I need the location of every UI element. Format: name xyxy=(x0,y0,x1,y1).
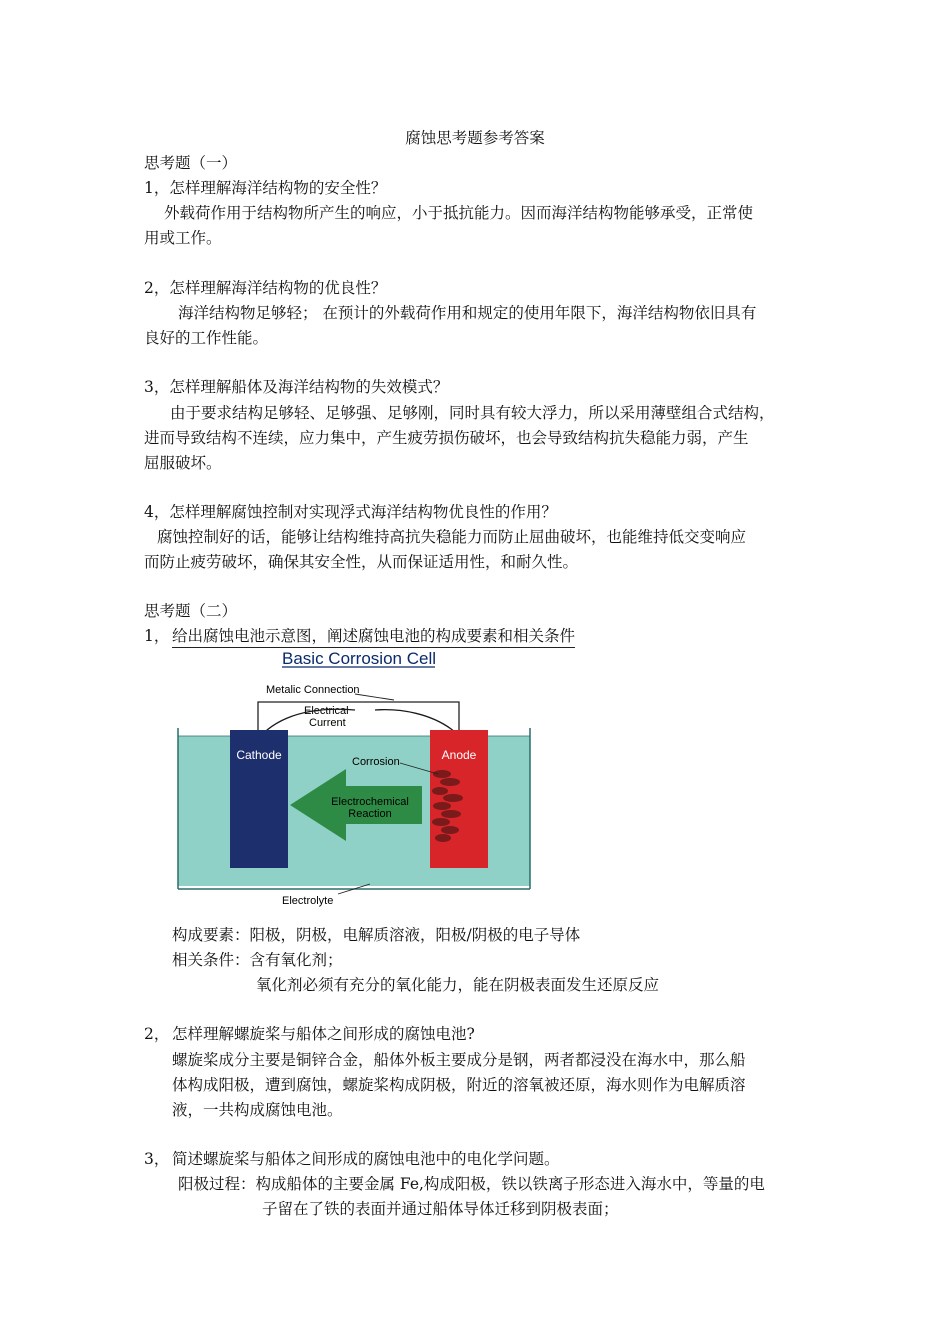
reaction-label-line1: Electrochemical xyxy=(331,796,409,808)
s2-q3-number: 3， xyxy=(144,1150,170,1168)
reaction-label-line2: Reaction xyxy=(348,808,392,820)
s1-q1: 1，怎样理解海洋结构物的安全性？ xyxy=(144,179,387,197)
s1-q1-answer-line1: 外载荷作用于结构物所产生的响应，小于抵抗能力。因而海洋结构物能够承受，正常使 xyxy=(164,204,754,222)
s2-q2-answer-line2: 体构成阳极，遭到腐蚀，螺旋桨构成阴极，附近的溶氧被还原，海水则作为电解质溶 xyxy=(172,1076,746,1094)
s1-q4: 4，怎样理解腐蚀控制对实现浮式海洋结构物优良性的作用？ xyxy=(144,503,557,521)
diagram-title: Basic Corrosion Cell xyxy=(282,649,436,668)
s2-q1-elements: 构成要素：阳极，阴极，电解质溶液，阳极/阴极的电子导体 xyxy=(172,926,581,944)
s2-q3-answer-line1: 阳极过程：构成船体的主要金属 Fe,构成阳极，铁以铁离子形态进入海水中，等量的电 xyxy=(178,1175,765,1193)
s1-q3: 3，怎样理解船体及海洋结构物的失效模式？ xyxy=(144,378,449,396)
current-label-line2: Current xyxy=(309,717,346,729)
s1-q3-answer-line3: 屈服破坏。 xyxy=(144,454,222,472)
anode-label: Anode xyxy=(441,748,477,762)
s1-q4-answer-line1: 腐蚀控制好的话，能够让结构维持高抗失稳能力而防止屈曲破坏，也能维持低交变响应 xyxy=(157,528,747,546)
s2-q2-answer-line1: 螺旋桨成分主要是铜锌合金，船体外板主要成分是钢，两者都浸没在海水中，那么船 xyxy=(172,1051,746,1069)
s1-q4-answer-line2: 而防止疲劳破坏，确保其安全性，从而保证适用性，和耐久性。 xyxy=(144,553,579,571)
s2-q3-answer-line2: 子留在了铁的表面并通过船体导体迁移到阴极表面； xyxy=(262,1200,619,1218)
s2-q3: 简述螺旋桨与船体之间形成的腐蚀电池中的电化学问题。 xyxy=(172,1150,560,1168)
s1-q3-answer-line1: 由于要求结构足够轻、足够强、足够刚，同时具有较大浮力，所以采用薄壁组合式结构， xyxy=(170,404,775,422)
section2-heading: 思考题（二） xyxy=(144,602,238,620)
current-label-line1: Electrical xyxy=(304,705,349,717)
cathode-label: Cathode xyxy=(236,748,282,762)
s2-q1-conditions: 相关条件：含有氧化剂； xyxy=(172,951,343,969)
s2-q2-number: 2， xyxy=(144,1025,170,1043)
electrolyte-label: Electrolyte xyxy=(282,895,334,907)
section1-heading: 思考题（一） xyxy=(144,154,238,172)
page-title: 腐蚀思考题参考答案 xyxy=(405,129,545,147)
s1-q2-answer-line2: 良好的工作性能。 xyxy=(144,329,269,347)
s1-q3-answer-line2: 进而导致结构不连续，应力集中，产生疲劳损伤破坏，也会导致结构抗失稳能力弱，产生 xyxy=(144,429,749,447)
s2-q1-conditions-detail: 氧化剂必须有充分的氧化能力，能在阴极表面发生还原反应 xyxy=(256,976,660,994)
corrosion-label: Corrosion xyxy=(352,756,400,768)
s2-q2: 怎样理解螺旋桨与船体之间形成的腐蚀电池? xyxy=(172,1025,475,1043)
s1-q1-answer-line2: 用或工作。 xyxy=(144,229,222,247)
s1-q2-answer-line1: 海洋结构物足够轻； 在预计的外载荷作用和规定的使用年限下，海洋结构物依旧具有 xyxy=(178,304,757,322)
s2-q2-answer-line3: 液，一共构成腐蚀电池。 xyxy=(172,1101,343,1119)
metalic-connection-label: Metalic Connection xyxy=(266,684,360,696)
corrosion-cell-diagram xyxy=(170,646,540,908)
s2-q1-number: 1， xyxy=(144,627,170,645)
s1-q2: 2，怎样理解海洋结构物的优良性？ xyxy=(144,279,387,297)
s2-q1: 给出腐蚀电池示意图，阐述腐蚀电池的构成要素和相关条件 xyxy=(172,626,575,648)
